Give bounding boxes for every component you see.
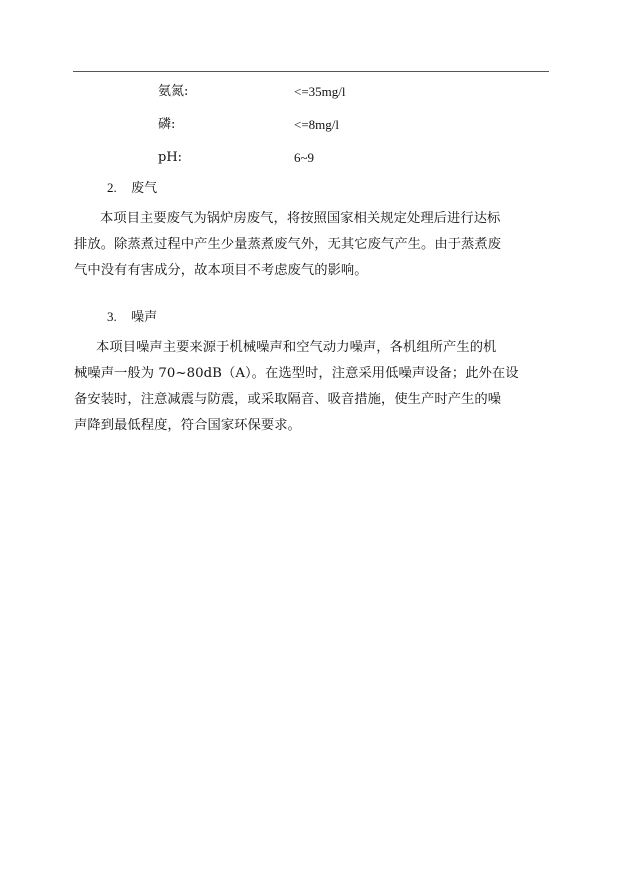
- section-number: 3.: [107, 309, 117, 324]
- paragraph-line: 备安装时，注意减震与防震，或采取隔音、吸音措施，使生产时产生的噪: [74, 392, 502, 407]
- param-value: <=8mg/l: [294, 117, 339, 132]
- section-number: 2.: [107, 180, 117, 195]
- param-value: <=35mg/l: [294, 84, 346, 99]
- paragraph-line: 本项目主要废气为锅炉房废气，将按照国家相关规定处理后进行达标: [100, 211, 501, 226]
- paragraph-noise: [74, 335, 550, 439]
- paragraph-line: 声降到最低程度，符合国家环保要求。: [74, 418, 301, 433]
- section-heading-exhaust: [107, 177, 157, 199]
- paragraph-line: 本项目噪声主要来源于机械噪声和空气动力噪声，各机组所产生的机: [96, 340, 497, 355]
- section-title: 废气: [131, 181, 158, 196]
- paragraph-line: 械噪声一般为 70~80dB（A）。在选型时，注意采用低噪声设备；此外在设: [74, 366, 519, 381]
- param-value: 6~9: [294, 150, 315, 165]
- paragraph-line: 排放。除蒸煮过程中产生少量蒸煮废气外，无其它废气产生。由于蒸煮废: [74, 237, 502, 252]
- section-title: 噪声: [131, 310, 158, 325]
- param-name: 氨氮:: [158, 84, 189, 99]
- section-heading-noise: [107, 306, 157, 328]
- param-name: pH:: [158, 150, 183, 165]
- param-name: 磷:: [158, 117, 176, 132]
- paragraph-exhaust: [74, 206, 550, 284]
- header-rule: [73, 71, 549, 72]
- paragraph-line: 气中没有有害成分，故本项目不考虑废气的影响。: [74, 263, 368, 278]
